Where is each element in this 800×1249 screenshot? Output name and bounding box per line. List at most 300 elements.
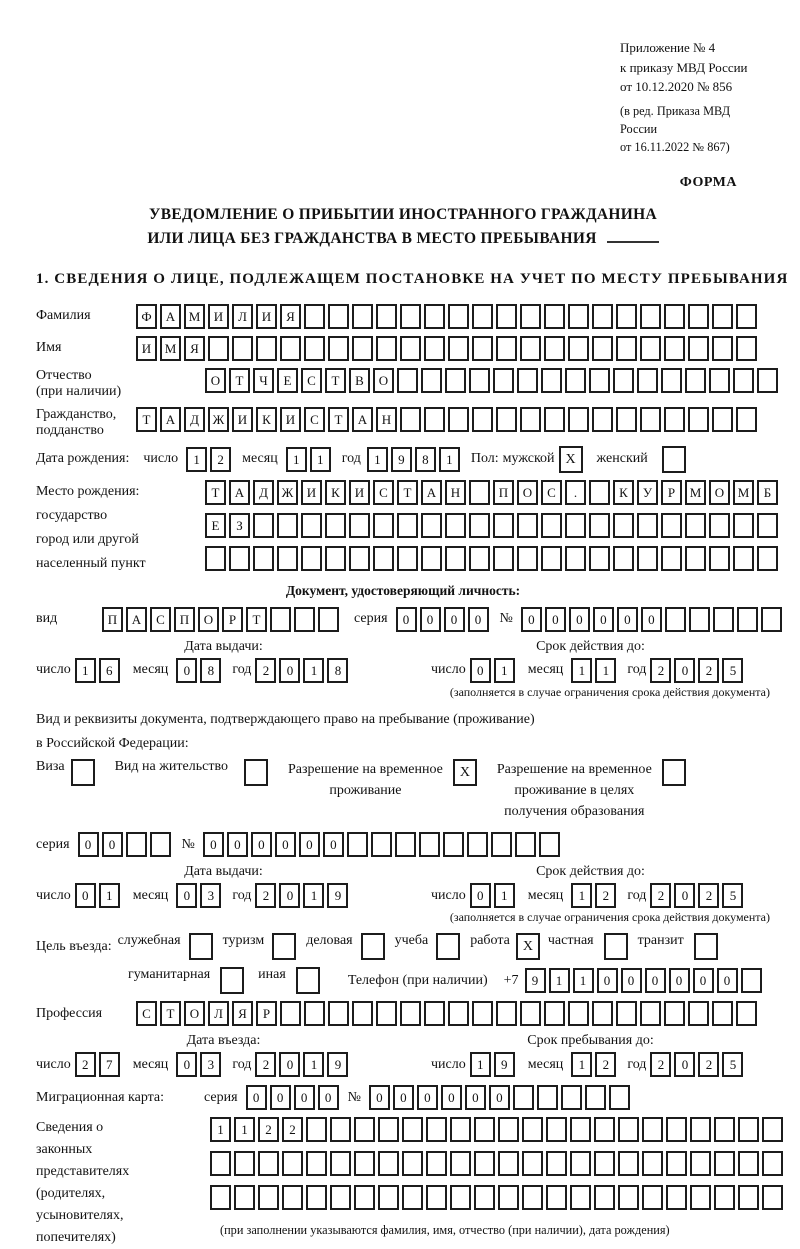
stay-expiry-month[interactable] <box>571 883 619 908</box>
char-cell[interactable] <box>491 832 512 857</box>
char-cell[interactable] <box>544 336 565 361</box>
char-cell[interactable]: 1 <box>571 658 592 683</box>
char-cell[interactable] <box>546 1151 567 1176</box>
char-cell[interactable]: О <box>184 1001 205 1026</box>
char-cell[interactable] <box>448 336 469 361</box>
char-cell[interactable] <box>733 368 754 393</box>
char-cell[interactable]: 1 <box>571 883 592 908</box>
char-cell[interactable] <box>642 1151 663 1176</box>
char-cell[interactable] <box>472 336 493 361</box>
char-cell[interactable] <box>354 1185 375 1210</box>
char-cell[interactable] <box>258 1151 279 1176</box>
char-cell[interactable] <box>661 513 682 538</box>
char-cell[interactable]: 5 <box>722 883 743 908</box>
char-cell[interactable] <box>570 1117 591 1142</box>
char-cell[interactable] <box>469 368 490 393</box>
char-cell[interactable]: 1 <box>303 883 324 908</box>
char-cell[interactable] <box>642 1185 663 1210</box>
char-cell[interactable] <box>400 304 421 329</box>
char-cell[interactable]: 0 <box>396 607 417 632</box>
char-cell[interactable] <box>376 336 397 361</box>
char-cell[interactable] <box>354 1151 375 1176</box>
char-cell[interactable] <box>712 336 733 361</box>
char-cell[interactable] <box>689 607 710 632</box>
char-cell[interactable] <box>589 513 610 538</box>
char-cell[interactable]: К <box>256 407 277 432</box>
char-cell[interactable] <box>709 546 730 571</box>
char-cell[interactable] <box>520 1001 541 1026</box>
char-cell[interactable] <box>712 304 733 329</box>
char-cell[interactable] <box>496 304 517 329</box>
checkbox-temp-permit-education[interactable] <box>662 759 686 786</box>
char-cell[interactable]: 2 <box>255 1052 276 1077</box>
char-cell[interactable]: 1 <box>303 658 324 683</box>
char-cell[interactable] <box>690 1151 711 1176</box>
char-cell[interactable]: 0 <box>641 607 662 632</box>
char-cell[interactable]: 0 <box>176 658 197 683</box>
char-cell[interactable]: Л <box>232 304 253 329</box>
char-cell[interactable]: 5 <box>722 1052 743 1077</box>
char-cell[interactable]: Т <box>328 407 349 432</box>
char-cell[interactable]: 0 <box>203 832 224 857</box>
identity-issue-day[interactable] <box>75 658 123 683</box>
char-cell[interactable] <box>664 1001 685 1026</box>
char-cell[interactable]: И <box>301 480 322 505</box>
char-cell[interactable]: И <box>256 304 277 329</box>
char-cell[interactable] <box>709 368 730 393</box>
char-cell[interactable]: 0 <box>470 658 491 683</box>
char-cell[interactable] <box>589 480 610 505</box>
char-cell[interactable]: 0 <box>593 607 614 632</box>
char-cell[interactable] <box>229 546 250 571</box>
char-cell[interactable] <box>253 513 274 538</box>
char-cell[interactable]: 9 <box>327 1052 348 1077</box>
char-cell[interactable]: М <box>160 336 181 361</box>
checkbox-purpose-delovaya[interactable] <box>361 933 385 960</box>
char-cell[interactable]: 0 <box>75 883 96 908</box>
char-cell[interactable] <box>373 513 394 538</box>
char-cell[interactable] <box>421 546 442 571</box>
checkbox-residence-permit[interactable] <box>244 759 268 786</box>
char-cell[interactable] <box>637 513 658 538</box>
char-cell[interactable] <box>762 1117 783 1142</box>
char-cell[interactable] <box>714 1151 735 1176</box>
char-cell[interactable]: У <box>637 480 658 505</box>
stay-expiry-day[interactable] <box>470 883 518 908</box>
char-cell[interactable] <box>496 336 517 361</box>
char-cell[interactable] <box>613 513 634 538</box>
char-cell[interactable] <box>522 1185 543 1210</box>
char-cell[interactable]: 0 <box>645 968 666 993</box>
char-cell[interactable] <box>544 407 565 432</box>
char-cell[interactable]: 1 <box>494 658 515 683</box>
char-cell[interactable] <box>424 1001 445 1026</box>
char-cell[interactable] <box>592 304 613 329</box>
char-cell[interactable] <box>402 1117 423 1142</box>
char-cell[interactable]: А <box>160 304 181 329</box>
char-cell[interactable] <box>712 1001 733 1026</box>
checkbox-purpose-tranzit[interactable] <box>694 933 718 960</box>
char-cell[interactable] <box>304 1001 325 1026</box>
char-cell[interactable]: 0 <box>489 1085 510 1110</box>
char-cell[interactable] <box>685 513 706 538</box>
char-cell[interactable]: Ф <box>136 304 157 329</box>
char-cell[interactable] <box>445 513 466 538</box>
char-cell[interactable] <box>513 1085 534 1110</box>
identity-expiry-month[interactable] <box>571 658 619 683</box>
checkbox-temp-permit[interactable]: X <box>453 759 477 786</box>
char-cell[interactable]: 0 <box>102 832 123 857</box>
char-cell[interactable]: 2 <box>698 1052 719 1077</box>
char-cell[interactable] <box>421 513 442 538</box>
char-cell[interactable]: 6 <box>99 658 120 683</box>
char-cell[interactable] <box>472 407 493 432</box>
char-cell[interactable] <box>688 336 709 361</box>
char-cell[interactable]: В <box>349 368 370 393</box>
char-cell[interactable]: 0 <box>279 658 300 683</box>
char-cell[interactable] <box>570 1185 591 1210</box>
char-cell[interactable] <box>378 1151 399 1176</box>
char-cell[interactable] <box>640 407 661 432</box>
char-cell[interactable]: О <box>198 607 219 632</box>
char-cell[interactable]: С <box>304 407 325 432</box>
entry-year[interactable] <box>255 1052 351 1077</box>
char-cell[interactable] <box>517 546 538 571</box>
char-cell[interactable] <box>448 407 469 432</box>
char-cell[interactable] <box>515 832 536 857</box>
char-cell[interactable] <box>594 1151 615 1176</box>
profession-boxes[interactable] <box>136 1001 760 1026</box>
char-cell[interactable]: Т <box>205 480 226 505</box>
char-cell[interactable]: 0 <box>441 1085 462 1110</box>
char-cell[interactable] <box>713 607 734 632</box>
char-cell[interactable] <box>318 607 339 632</box>
char-cell[interactable]: 0 <box>617 607 638 632</box>
stay-seriya-boxes[interactable] <box>78 832 174 857</box>
char-cell[interactable]: 1 <box>234 1117 255 1142</box>
char-cell[interactable]: 1 <box>439 447 460 472</box>
stay-until-month[interactable] <box>571 1052 619 1077</box>
doc-seriya-boxes[interactable] <box>396 607 492 632</box>
char-cell[interactable] <box>253 546 274 571</box>
char-cell[interactable]: Р <box>256 1001 277 1026</box>
char-cell[interactable] <box>376 304 397 329</box>
char-cell[interactable]: О <box>373 368 394 393</box>
char-cell[interactable] <box>347 832 368 857</box>
char-cell[interactable]: 2 <box>75 1052 96 1077</box>
char-cell[interactable] <box>594 1117 615 1142</box>
birth-place-row2[interactable] <box>205 513 781 538</box>
birth-month-boxes[interactable] <box>286 447 334 472</box>
char-cell[interactable] <box>493 513 514 538</box>
char-cell[interactable]: Я <box>232 1001 253 1026</box>
char-cell[interactable] <box>496 1001 517 1026</box>
char-cell[interactable] <box>445 368 466 393</box>
char-cell[interactable] <box>737 607 758 632</box>
char-cell[interactable]: 0 <box>470 883 491 908</box>
char-cell[interactable] <box>400 1001 421 1026</box>
char-cell[interactable]: Р <box>222 607 243 632</box>
char-cell[interactable] <box>474 1185 495 1210</box>
char-cell[interactable] <box>618 1117 639 1142</box>
char-cell[interactable] <box>376 1001 397 1026</box>
char-cell[interactable] <box>762 1151 783 1176</box>
char-cell[interactable] <box>280 1001 301 1026</box>
char-cell[interactable] <box>493 546 514 571</box>
legal-row3[interactable] <box>210 1185 786 1210</box>
char-cell[interactable] <box>546 1117 567 1142</box>
char-cell[interactable] <box>472 1001 493 1026</box>
char-cell[interactable]: К <box>325 480 346 505</box>
char-cell[interactable]: 0 <box>597 968 618 993</box>
char-cell[interactable] <box>301 546 322 571</box>
birth-year-boxes[interactable] <box>367 447 463 472</box>
char-cell[interactable] <box>328 1001 349 1026</box>
char-cell[interactable]: 0 <box>323 832 344 857</box>
char-cell[interactable] <box>522 1151 543 1176</box>
stay-number-boxes[interactable] <box>203 832 563 857</box>
char-cell[interactable]: С <box>373 480 394 505</box>
char-cell[interactable] <box>666 1117 687 1142</box>
char-cell[interactable]: Н <box>445 480 466 505</box>
phone-digit-boxes[interactable] <box>525 968 765 993</box>
char-cell[interactable] <box>397 546 418 571</box>
char-cell[interactable] <box>592 407 613 432</box>
char-cell[interactable] <box>424 336 445 361</box>
char-cell[interactable]: 0 <box>246 1085 267 1110</box>
char-cell[interactable]: 0 <box>693 968 714 993</box>
char-cell[interactable] <box>592 1001 613 1026</box>
char-cell[interactable]: 1 <box>286 447 307 472</box>
char-cell[interactable]: А <box>352 407 373 432</box>
char-cell[interactable]: 2 <box>650 658 671 683</box>
char-cell[interactable]: 1 <box>99 883 120 908</box>
entry-month[interactable] <box>176 1052 224 1077</box>
checkbox-sex-female[interactable] <box>662 446 686 473</box>
char-cell[interactable] <box>568 336 589 361</box>
char-cell[interactable] <box>541 513 562 538</box>
char-cell[interactable]: Ж <box>208 407 229 432</box>
char-cell[interactable]: 0 <box>393 1085 414 1110</box>
char-cell[interactable] <box>738 1151 759 1176</box>
char-cell[interactable] <box>589 546 610 571</box>
char-cell[interactable] <box>277 513 298 538</box>
char-cell[interactable]: 0 <box>279 883 300 908</box>
char-cell[interactable] <box>498 1151 519 1176</box>
char-cell[interactable] <box>741 968 762 993</box>
char-cell[interactable] <box>426 1185 447 1210</box>
char-cell[interactable]: 0 <box>569 607 590 632</box>
char-cell[interactable]: 0 <box>417 1085 438 1110</box>
char-cell[interactable] <box>306 1117 327 1142</box>
char-cell[interactable] <box>618 1151 639 1176</box>
char-cell[interactable] <box>474 1117 495 1142</box>
char-cell[interactable] <box>640 304 661 329</box>
char-cell[interactable] <box>762 1185 783 1210</box>
char-cell[interactable] <box>402 1185 423 1210</box>
char-cell[interactable] <box>301 513 322 538</box>
char-cell[interactable]: Б <box>757 480 778 505</box>
char-cell[interactable] <box>637 546 658 571</box>
char-cell[interactable] <box>402 1151 423 1176</box>
char-cell[interactable] <box>304 336 325 361</box>
char-cell[interactable]: 1 <box>571 1052 592 1077</box>
char-cell[interactable]: 1 <box>303 1052 324 1077</box>
char-cell[interactable] <box>232 336 253 361</box>
char-cell[interactable]: 2 <box>258 1117 279 1142</box>
char-cell[interactable] <box>690 1117 711 1142</box>
char-cell[interactable]: А <box>160 407 181 432</box>
char-cell[interactable] <box>397 368 418 393</box>
char-cell[interactable] <box>757 368 778 393</box>
char-cell[interactable]: 0 <box>227 832 248 857</box>
char-cell[interactable] <box>568 407 589 432</box>
checkbox-purpose-gumanitarnaya[interactable] <box>220 967 244 994</box>
char-cell[interactable] <box>738 1117 759 1142</box>
char-cell[interactable] <box>757 546 778 571</box>
char-cell[interactable]: 2 <box>698 883 719 908</box>
char-cell[interactable] <box>642 1117 663 1142</box>
char-cell[interactable] <box>585 1085 606 1110</box>
char-cell[interactable]: Т <box>397 480 418 505</box>
char-cell[interactable]: 0 <box>78 832 99 857</box>
char-cell[interactable] <box>613 368 634 393</box>
char-cell[interactable] <box>738 1185 759 1210</box>
char-cell[interactable] <box>354 1117 375 1142</box>
char-cell[interactable]: 0 <box>318 1085 339 1110</box>
char-cell[interactable] <box>736 336 757 361</box>
char-cell[interactable] <box>618 1185 639 1210</box>
char-cell[interactable]: П <box>493 480 514 505</box>
char-cell[interactable] <box>426 1151 447 1176</box>
stay-until-year[interactable] <box>650 1052 746 1077</box>
char-cell[interactable]: 2 <box>595 1052 616 1077</box>
char-cell[interactable] <box>664 336 685 361</box>
char-cell[interactable]: 9 <box>391 447 412 472</box>
char-cell[interactable] <box>522 1117 543 1142</box>
char-cell[interactable] <box>688 304 709 329</box>
char-cell[interactable]: 0 <box>717 968 738 993</box>
char-cell[interactable] <box>397 513 418 538</box>
char-cell[interactable] <box>400 407 421 432</box>
char-cell[interactable] <box>661 546 682 571</box>
char-cell[interactable]: П <box>174 607 195 632</box>
char-cell[interactable]: 0 <box>465 1085 486 1110</box>
char-cell[interactable]: М <box>184 304 205 329</box>
identity-expiry-year[interactable] <box>650 658 746 683</box>
char-cell[interactable]: 1 <box>549 968 570 993</box>
char-cell[interactable] <box>761 607 782 632</box>
char-cell[interactable]: И <box>208 304 229 329</box>
surname-boxes[interactable] <box>136 304 760 329</box>
char-cell[interactable] <box>541 546 562 571</box>
char-cell[interactable] <box>520 336 541 361</box>
char-cell[interactable]: С <box>150 607 171 632</box>
char-cell[interactable]: К <box>613 480 634 505</box>
char-cell[interactable] <box>565 513 586 538</box>
char-cell[interactable] <box>537 1085 558 1110</box>
char-cell[interactable] <box>450 1151 471 1176</box>
char-cell[interactable]: 9 <box>494 1052 515 1077</box>
char-cell[interactable] <box>666 1151 687 1176</box>
char-cell[interactable]: 2 <box>255 658 276 683</box>
char-cell[interactable] <box>561 1085 582 1110</box>
char-cell[interactable] <box>661 368 682 393</box>
char-cell[interactable]: Я <box>184 336 205 361</box>
char-cell[interactable]: 0 <box>521 607 542 632</box>
char-cell[interactable]: О <box>517 480 538 505</box>
char-cell[interactable] <box>736 1001 757 1026</box>
char-cell[interactable]: 9 <box>327 883 348 908</box>
char-cell[interactable] <box>517 368 538 393</box>
char-cell[interactable] <box>234 1151 255 1176</box>
char-cell[interactable] <box>665 607 686 632</box>
char-cell[interactable]: О <box>709 480 730 505</box>
char-cell[interactable] <box>395 832 416 857</box>
char-cell[interactable]: 1 <box>494 883 515 908</box>
birth-place-row3[interactable] <box>205 546 781 571</box>
patronymic-boxes[interactable] <box>205 368 781 393</box>
char-cell[interactable]: 0 <box>674 658 695 683</box>
char-cell[interactable]: . <box>565 480 586 505</box>
char-cell[interactable]: А <box>229 480 250 505</box>
char-cell[interactable]: И <box>349 480 370 505</box>
legal-row1[interactable] <box>210 1117 786 1142</box>
stay-until-day[interactable] <box>470 1052 518 1077</box>
char-cell[interactable] <box>234 1185 255 1210</box>
char-cell[interactable] <box>330 1185 351 1210</box>
char-cell[interactable]: Т <box>246 607 267 632</box>
char-cell[interactable]: Т <box>325 368 346 393</box>
char-cell[interactable] <box>520 407 541 432</box>
char-cell[interactable] <box>352 304 373 329</box>
char-cell[interactable] <box>352 336 373 361</box>
char-cell[interactable] <box>709 513 730 538</box>
migration-number-boxes[interactable] <box>369 1085 633 1110</box>
char-cell[interactable] <box>613 546 634 571</box>
char-cell[interactable]: 7 <box>99 1052 120 1077</box>
char-cell[interactable]: 3 <box>200 883 221 908</box>
char-cell[interactable] <box>570 1151 591 1176</box>
char-cell[interactable]: 0 <box>176 883 197 908</box>
char-cell[interactable] <box>565 368 586 393</box>
char-cell[interactable]: 2 <box>650 883 671 908</box>
char-cell[interactable]: З <box>229 513 250 538</box>
char-cell[interactable] <box>517 513 538 538</box>
char-cell[interactable] <box>714 1117 735 1142</box>
char-cell[interactable] <box>330 1117 351 1142</box>
char-cell[interactable] <box>371 832 392 857</box>
char-cell[interactable] <box>616 407 637 432</box>
char-cell[interactable]: 1 <box>470 1052 491 1077</box>
checkbox-purpose-sluzhebnaya[interactable] <box>189 933 213 960</box>
char-cell[interactable] <box>467 832 488 857</box>
stay-issue-year[interactable] <box>255 883 351 908</box>
char-cell[interactable] <box>349 546 370 571</box>
char-cell[interactable]: 1 <box>367 447 388 472</box>
char-cell[interactable]: Ч <box>253 368 274 393</box>
char-cell[interactable] <box>616 304 637 329</box>
name-boxes[interactable] <box>136 336 760 361</box>
char-cell[interactable] <box>688 1001 709 1026</box>
char-cell[interactable]: 1 <box>186 447 207 472</box>
char-cell[interactable] <box>208 336 229 361</box>
char-cell[interactable] <box>304 304 325 329</box>
char-cell[interactable] <box>594 1185 615 1210</box>
char-cell[interactable] <box>609 1085 630 1110</box>
char-cell[interactable] <box>685 368 706 393</box>
char-cell[interactable]: 0 <box>270 1085 291 1110</box>
